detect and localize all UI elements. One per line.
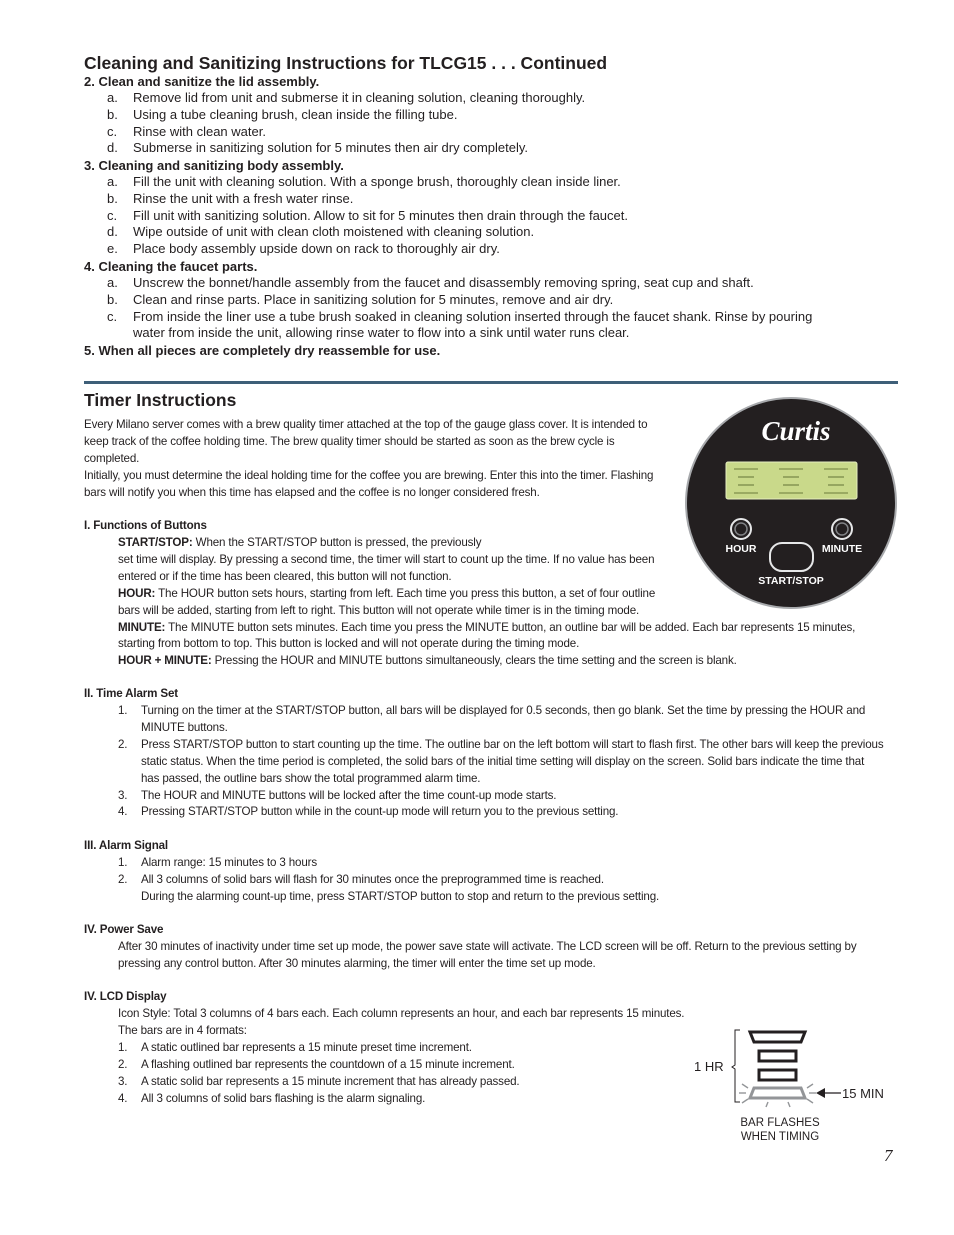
- list-item: d. Submerse in sanitizing solution for 5 minutes then air dry completely.: [107, 140, 529, 156]
- list-item: d. Wipe outside of unit with clean cloth moistened with cleaning solution.: [107, 224, 535, 240]
- intro-line: bars will notify you when this time has elapsed and the coffee is no longer considered fresh.: [84, 485, 540, 499]
- page-number: 7: [884, 1146, 893, 1165]
- list-item-continued: has passed, the outline bars show the total programmed alarm time.: [141, 771, 481, 785]
- intro-line: Initially, you must determine the ideal holding time for the coffee you are brewing. Enter this into the timer. Flashing: [84, 468, 654, 482]
- intro-line: keep track of the coffee holding time. The brew quality timer should be started as soon as the brew cycle is: [84, 434, 615, 448]
- start-stop-button-label: START/STOP: [758, 575, 824, 587]
- timer-intro: [84, 417, 684, 502]
- list-item: c. Fill unit with sanitizing solution. Allow to sit for 5 minutes then drain through the faucet.: [107, 207, 628, 223]
- list-item: a. Fill the unit with cleaning solution. With a sponge brush, thoroughly clean inside liner.: [107, 174, 621, 189]
- list-item: a. Remove lid from unit and submerse it in cleaning solution, cleaning thoroughly.: [107, 90, 586, 105]
- list-item: 2. All 3 columns of solid bars will flash for 30 minutes once the preprogrammed time is reached.: [118, 872, 604, 886]
- diagram-bar-1: [750, 1032, 805, 1042]
- caption-line-2: WHEN TIMING: [740, 1131, 820, 1143]
- diagram-bar-2: [759, 1051, 796, 1061]
- section-title-timer: Timer Instructions: [84, 390, 237, 410]
- list-item: 3. A static solid bar represents a 15 minute increment that has already passed.: [118, 1074, 520, 1088]
- section-divider: [84, 381, 898, 384]
- step-2-list: [107, 90, 585, 157]
- list-item: b. Using a tube cleaning brush, clean inside the filling tube.: [107, 106, 458, 122]
- intro-line: Every Milano server comes with a brew quality timer attached at the top of the gauge glass cover. It is intended to: [84, 418, 648, 431]
- list-item: 1. Alarm range: 15 minutes to 3 hours: [118, 856, 317, 869]
- list-item: b. Clean and rinse parts. Place in sanitizing solution for 5 minutes, remove and air dry.: [107, 291, 614, 307]
- hour-desc: HOUR: The HOUR button sets hours, starting from left. Each time you press this button, a set of four outline: [118, 586, 656, 600]
- list-item: c. From inside the liner use a tube brush soaked in cleaning solution inserted through the faucet shank. Rinse by pouring: [107, 308, 813, 324]
- list-item: 4. All 3 columns of solid bars flashing is the alarm signaling.: [118, 1091, 426, 1105]
- step-4-heading: 4. Cleaning the faucet parts.: [84, 259, 258, 274]
- hour-button-label: HOUR: [725, 543, 757, 555]
- alarm-signal-heading: III. Alarm Signal: [84, 839, 168, 852]
- list-item: b. Rinse the unit with a fresh water rinse.: [107, 190, 354, 206]
- one-hour-label: 1 HR: [694, 1059, 724, 1074]
- timer-device-illustration: [684, 396, 898, 610]
- list-item: a. Unscrew the bonnet/handle assembly from the faucet and disassembly removing spring, seat cup and shaft.: [107, 275, 754, 290]
- list-item: 4. Pressing START/STOP button while in the count-up mode will return you to the previous setting.: [118, 805, 619, 819]
- section-title-cleaning: Cleaning and Sanitizing Instructions for TLCG15 . . . Continued: [84, 53, 608, 73]
- caption-line-1: BAR FLASHES: [740, 1117, 820, 1129]
- list-item-continued: MINUTE buttons.: [141, 720, 228, 734]
- step-3-list: [107, 174, 628, 258]
- lcd-display-heading: IV. LCD Display: [84, 990, 167, 1003]
- functions-heading: I. Functions of Buttons: [84, 519, 207, 532]
- alarm-set-list: [118, 703, 908, 821]
- hour-minute-desc: HOUR + MINUTE: Pressing the HOUR and MINUTE buttons simultaneously, clears the time setting and the screen is blank.: [118, 654, 737, 668]
- lcd-line: The bars are in 4 formats:: [118, 1023, 247, 1037]
- alarm-signal-list: [118, 855, 908, 906]
- startstop-desc: START/STOP: When the START/STOP button is pressed, the previously: [118, 536, 482, 549]
- list-item-continued: static status. When the time period is completed, the solid bars of the initial time setting will display on the screen. Solid bars indicate the time that: [141, 754, 865, 768]
- minute-button-label: MINUTE: [821, 543, 863, 555]
- power-save-body: [118, 939, 908, 973]
- list-item-continued: During the alarming count-up time, press START/STOP button to stop and return to the previous setting.: [141, 889, 660, 903]
- list-item-continued: water from inside the unit, allowing rinse water to flow into a sink until water runs clear.: [133, 325, 630, 341]
- diagram-bars: [750, 1032, 805, 1098]
- list-item: 2. A flashing outlined bar represents the countdown of a 15 minute increment.: [118, 1057, 515, 1071]
- minute-desc-line: starting from bottom to top. This button is locked and will not operate during the timing mode.: [118, 637, 580, 651]
- list-item: 1. A static outlined bar represents a 15 minute preset time increment.: [118, 1040, 472, 1054]
- startstop-desc-line: entered or if the time has been cleared, this button will not function.: [118, 569, 452, 583]
- list-item: c. Rinse with clean water.: [107, 123, 266, 139]
- power-save-line: After 30 minutes of inactivity under time set up mode, the power save state will activate. The LCD screen will be off. Return to the previous setting by: [118, 940, 857, 953]
- brand-logo: Curtis: [761, 416, 831, 446]
- intro-line: completed.: [84, 451, 140, 465]
- step-2-heading: 2. Clean and sanitize the lid assembly.: [84, 74, 320, 89]
- start-stop-button[interactable]: [770, 543, 813, 571]
- lcd-line: Icon Style: Total 3 columns of 4 bars each. Each column represents an hour, and each bar represents 15 minutes.: [118, 1007, 685, 1020]
- step-4-list: [107, 275, 812, 342]
- lcd-display-body: [118, 1006, 718, 1107]
- bar-diagram: [688, 1024, 902, 1148]
- step-5-heading: 5. When all pieces are completely dry reassemble for use.: [84, 343, 441, 358]
- list-item: 3. The HOUR and MINUTE buttons will be locked after the time count-up mode starts.: [118, 788, 557, 802]
- startstop-desc-line: set time will display. By pressing a second time, the timer will start to count up the time. If no value has been: [118, 552, 655, 566]
- arrow-head: [816, 1088, 825, 1098]
- diagram-bar-3: [759, 1070, 796, 1080]
- minute-button[interactable]: [832, 519, 852, 539]
- list-item: e. Place body assembly upside down on rack to thoroughly air dry.: [107, 241, 500, 257]
- list-item: 1. Turning on the timer at the START/STOP button, all bars will be displayed for 0.5 seconds, then go blank. Set the time by pressing the HOUR and: [118, 704, 866, 717]
- fifteen-min-label: 15 MIN: [842, 1086, 884, 1101]
- diagram-bar-4-flashing: [750, 1088, 805, 1098]
- hour-bracket: [732, 1030, 740, 1102]
- minute-desc: MINUTE: The MINUTE button sets minutes. Each time you press the MINUTE button, an outline bar will be added. Each bar represents 15 minutes,: [118, 620, 856, 634]
- power-save-line: pressing any control button. After 30 minutes alarming, the timer will enter the time set up mode.: [118, 956, 596, 970]
- hour-button[interactable]: [731, 519, 751, 539]
- power-save-heading: IV. Power Save: [84, 923, 164, 936]
- hour-desc-line: bars will be added, starting from left to right. This button will not operate while timer is in the timing mode.: [118, 603, 640, 617]
- step-3-heading: 3. Cleaning and sanitizing body assembly.: [84, 158, 344, 173]
- list-item: 2. Press START/STOP button to start counting up the time. The outline bar on the left bottom will start to flash first. The other bars will keep the previous: [118, 737, 884, 751]
- alarm-set-heading: II. Time Alarm Set: [84, 687, 178, 700]
